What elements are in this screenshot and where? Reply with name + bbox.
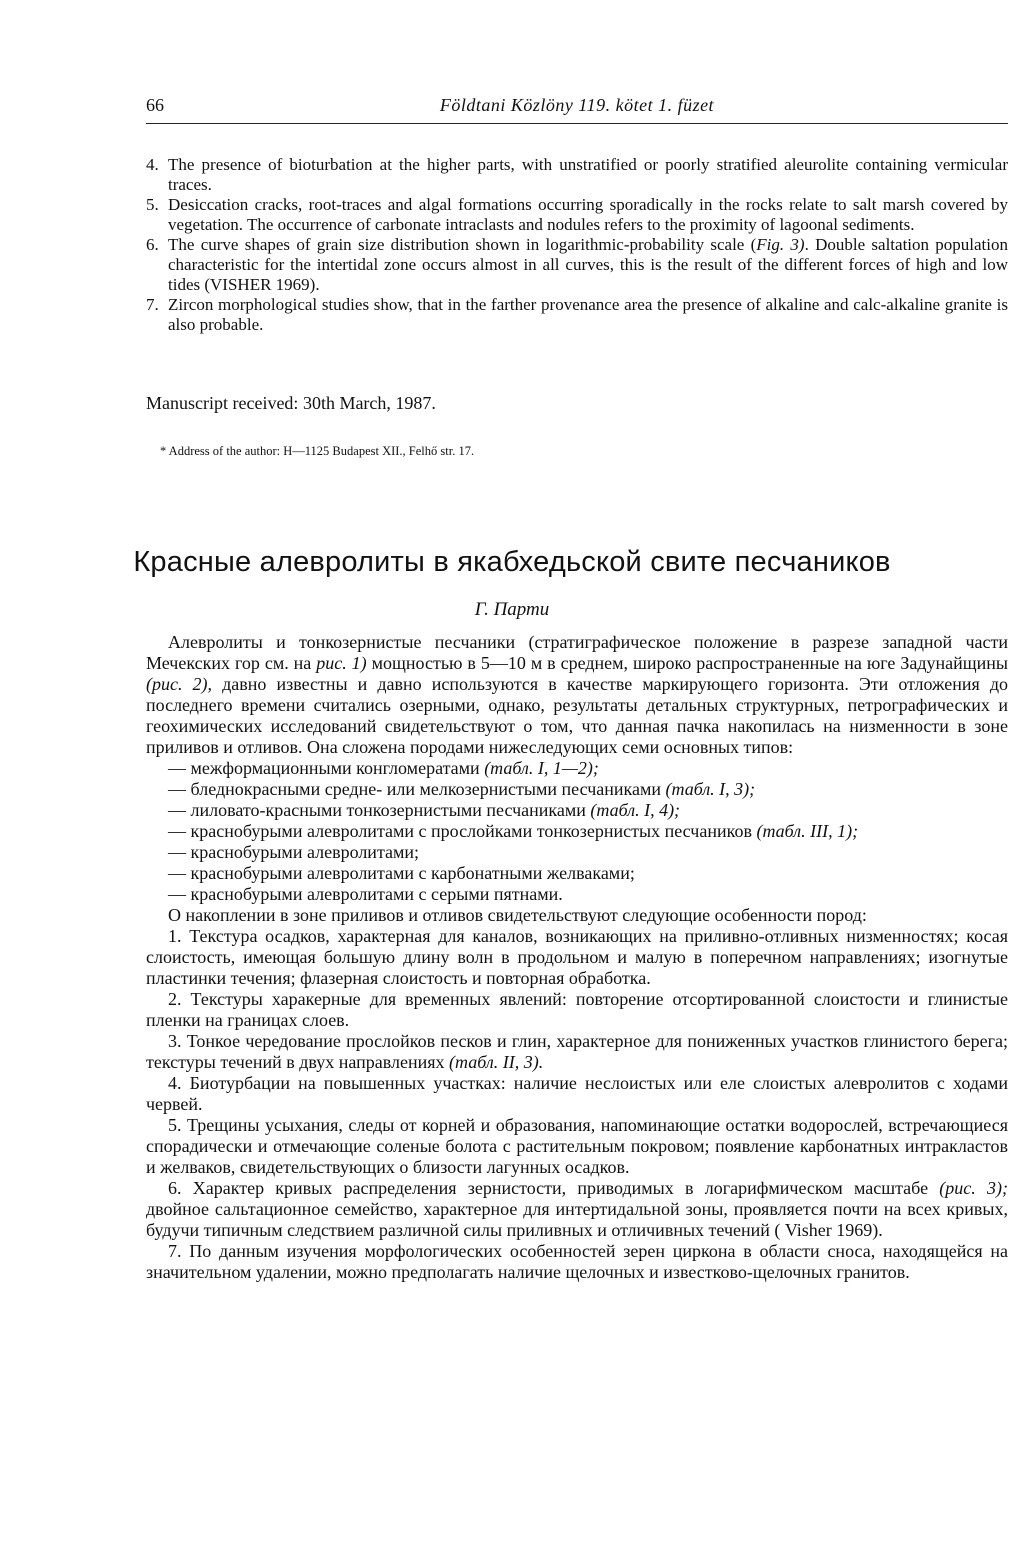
rock-type-item: — бледнокрасными средне- или мелкозернистыми песчаниками (табл. I, 3);: [168, 779, 756, 799]
list-item: 4. The presence of bioturbation at the higher parts, with unstratified or poorly stratified aleurolite containing vermicular traces.: [146, 155, 1008, 194]
english-conclusions-list: [146, 155, 1008, 335]
list-item: 7. Zircon morphological studies show, that in the farther provenance area the presence of alkaline and calc-alkaline granite is also probable.: [146, 295, 1008, 334]
page-number: 66: [146, 95, 164, 115]
manuscript-received: Manuscript received: 30th March, 1987.: [146, 393, 436, 413]
rock-type-item: — краснобурыми алевролитами;: [168, 842, 420, 862]
rock-type-item: — межформационными конгломератами (табл. I, 1—2);: [168, 758, 599, 778]
evidence-item: 6. Характер кривых распределения зернистости, приводимых в логарифмическом масштабе (рис. 3); двойное сальтационное семейство, характерное для интертидальной зоны, проявляется почти на всех кривых, будучи типичным следствием различной силы приливных и отличивных течений ( Visher 1969).: [146, 1178, 1008, 1240]
russian-summary-title: Красные алевролиты в якабхедьской свите песчаников: [133, 546, 891, 578]
rock-type-item: — краснобурыми алевролитами с серыми пятнами.: [168, 884, 563, 904]
journal-title: Földtani Közlöny 119. kötet 1. füzet: [439, 95, 715, 115]
evidence-item: 4. Биотурбации на повышенных участках: наличие неслоистых или еле слоистых алевролитов с ходами червей.: [146, 1073, 1008, 1114]
evidence-item: 5. Трещины усыхания, следы от корней и образования, напоминающие остатки водорослей, встречающиеся спорадически и отмечающие соленые болота с растительным покровом; появление карбонатных интракластов и желваков, свидетельствующих о близости лагунных осадков.: [146, 1115, 1008, 1177]
evidence-item: 3. Тонкое чередование прослойков песков и глин, характерное для пониженных участков глинистого берега; текстуры течений в двух направлениях (табл. II, 3).: [146, 1031, 1008, 1072]
rock-type-item: — краснобурыми алевролитами с прослойками тонкозернистых песчаников (табл. III, 1);: [168, 821, 859, 841]
page-header: [146, 95, 1008, 121]
list-item: 5. Desiccation cracks, root-traces and algal formations occurring sporadically in the rocks relate to salt marsh covered by vegetation. The occurrence of carbonate intraclasts and nodules refers to the proximity of lagoonal sediments.: [146, 195, 1008, 234]
russian-author: Г. Парти: [474, 599, 550, 620]
evidence-item: 7. По данным изучения морфологических особенностей зерен циркона в области сноса, находящейся на значительном удалении, можно предполагать наличие щелочных и известково-щелочных гранитов.: [146, 1241, 1008, 1282]
intro-paragraph: Алевролиты и тонкозернистые песчаники (стратиграфическое положение в разрезе западной части Мечекских гор см. на рис. 1) мощностью в 5—10 м в среднем, широко распространенные на юге Задунайщины (рис. 2), давно известны и давно используются в качестве маркирующего горизонта. Эти отложения до последнего времени считались озерными, однако, результаты детальных структурных, петрографических и геохимических исследований свидетельствуют о том, что данная пачка накопилась на низменности в зоне приливов и отливов. Она сложена породами нижеследующих семи основных типов:: [146, 632, 1009, 757]
list-item: 6. The curve shapes of grain size distribution shown in logarithmic-probability scale (Fig. 3). Double saltation population characteristic for the intertidal zone occurs almost in all curves, this is the result of the different forces of high and low tides (VISHER 1969).: [146, 235, 1009, 294]
header-rule: [146, 123, 1008, 124]
rock-type-item: — краснобурыми алевролитами с карбонатными желваками;: [168, 863, 635, 883]
author-address-footnote: * Address of the author: H—1125 Budapest XII., Felhő str. 17.: [160, 444, 475, 458]
evidence-item: 2. Текстуры харакерные для временных явлений: повторение отсортированной слоистости и глинистые пленки на границах слоев.: [146, 989, 1008, 1030]
rock-type-item: — лиловато-красными тонкозернистыми песчаниками (табл. I, 4);: [168, 800, 681, 820]
evidence-item: 1. Текстура осадков, характерная для каналов, возникающих на приливно-отливных низменностях; косая слоистость, имеющая большую длину волн в продольном и малую в поперечном направлениях; изогнутые пластинки течения; флазерная слоистость и повторная обработка.: [146, 926, 1008, 988]
russian-summary-body: [146, 632, 1008, 1283]
figure-reference: Fig. 3): [756, 235, 805, 254]
evidence-intro: О накоплении в зоне приливов и отливов свидетельствуют следующие особенности пород:: [168, 905, 867, 925]
